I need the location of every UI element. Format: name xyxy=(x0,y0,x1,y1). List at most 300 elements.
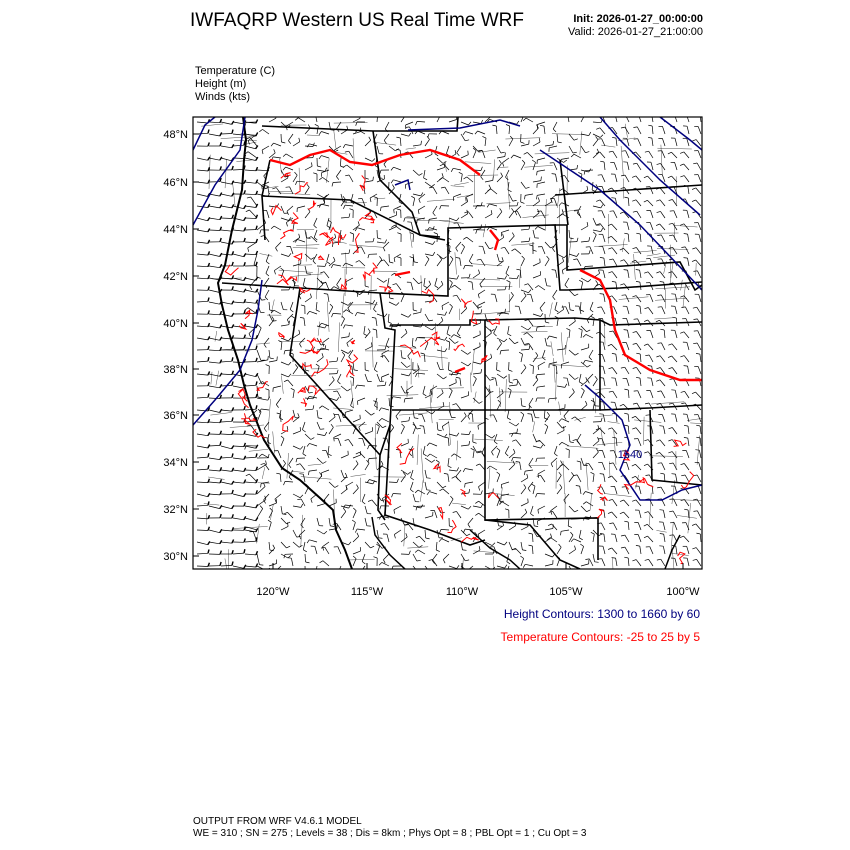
temperature-contour xyxy=(253,429,265,438)
wind-barb xyxy=(476,464,485,470)
wind-barb xyxy=(209,166,221,170)
wind-barb xyxy=(410,233,414,242)
wind-barb xyxy=(329,377,334,386)
wind-barb xyxy=(269,149,275,158)
wind-barb xyxy=(382,374,389,381)
wind-barb xyxy=(221,301,234,305)
wind-barb xyxy=(557,345,566,350)
wind-barb xyxy=(537,475,545,482)
county-border xyxy=(470,373,471,393)
wind-barb xyxy=(365,137,371,146)
wind-barb xyxy=(338,566,341,576)
wind-barb xyxy=(291,388,295,398)
wind-barb xyxy=(520,556,523,566)
county-border xyxy=(605,325,606,345)
temperature-contour xyxy=(311,338,322,343)
wind-barb xyxy=(449,362,453,372)
wind-barb xyxy=(314,218,317,228)
county-border xyxy=(474,392,476,403)
wind-barb xyxy=(429,187,437,194)
wind-barb xyxy=(521,238,530,243)
wind-barb xyxy=(296,458,305,462)
wind-barb xyxy=(621,127,629,134)
wind-barb xyxy=(581,132,591,136)
wind-barb xyxy=(636,233,641,242)
wind-barb xyxy=(461,362,471,366)
wind-barb xyxy=(319,406,329,410)
wind-barb xyxy=(560,464,569,470)
wind-barb xyxy=(487,227,497,230)
wind-barb xyxy=(412,338,416,348)
wind-barb xyxy=(624,197,629,206)
wind-barb xyxy=(233,493,246,496)
wind-barb xyxy=(245,146,258,149)
wind-barb xyxy=(221,490,233,494)
county-border xyxy=(493,556,494,577)
wind-barb xyxy=(437,389,443,398)
wind-barb xyxy=(221,407,234,411)
wind-barb xyxy=(293,172,297,182)
wind-barb xyxy=(197,453,209,458)
wind-barb xyxy=(396,410,401,420)
wind-barb xyxy=(644,200,653,206)
wind-barb xyxy=(497,208,502,218)
wind-barb xyxy=(350,209,354,218)
wind-barb xyxy=(644,344,653,350)
wind-barb xyxy=(332,242,341,247)
wind-barb xyxy=(608,428,617,434)
wind-barb xyxy=(264,338,269,348)
wind-barb xyxy=(533,259,540,266)
wind-barb xyxy=(245,381,257,386)
wind-barb xyxy=(383,554,389,563)
wind-barb xyxy=(317,518,323,526)
wind-barb xyxy=(245,490,257,494)
wind-barb xyxy=(425,530,430,539)
wind-barb xyxy=(611,534,617,542)
wind-barb xyxy=(621,175,629,182)
wind-barb xyxy=(329,424,333,434)
wind-barb xyxy=(487,204,497,207)
wind-barb xyxy=(521,484,526,494)
wind-barb xyxy=(245,277,258,281)
wind-barb xyxy=(694,331,701,338)
wind-barb xyxy=(444,473,449,482)
wind-barb xyxy=(624,557,629,566)
latitude-axis xyxy=(163,129,199,563)
wind-barb xyxy=(579,280,583,290)
wind-barb xyxy=(283,154,293,158)
wind-barb xyxy=(441,187,449,194)
wind-barb xyxy=(533,376,538,386)
wind-barb xyxy=(277,413,281,422)
wind-barb xyxy=(341,249,350,254)
temperature-contour xyxy=(448,520,457,533)
county-border xyxy=(605,494,632,497)
wind-barb xyxy=(683,558,689,566)
wind-barb xyxy=(693,163,701,170)
wind-barb xyxy=(442,302,449,310)
wind-barb xyxy=(221,394,233,398)
wind-barb xyxy=(469,254,473,264)
wind-barb xyxy=(355,313,365,317)
wind-barb xyxy=(293,427,301,434)
wind-barb xyxy=(588,374,594,383)
wind-barb xyxy=(345,151,353,158)
wind-barb xyxy=(645,559,653,566)
county-border xyxy=(440,221,464,224)
county-border xyxy=(347,559,374,560)
wind-barb xyxy=(608,344,617,350)
wind-barb xyxy=(497,146,505,153)
temperature-contour xyxy=(488,493,498,499)
wind-barb xyxy=(341,213,350,218)
wind-barb xyxy=(329,499,336,506)
wind-barb xyxy=(692,392,701,398)
wind-barb xyxy=(521,542,526,551)
wind-barb xyxy=(536,398,545,402)
wind-barb xyxy=(694,223,701,230)
wind-barb xyxy=(536,386,545,391)
wind-barb xyxy=(380,260,389,266)
wind-barb xyxy=(464,265,474,269)
wind-barb xyxy=(197,323,210,327)
county-border xyxy=(521,331,547,332)
wind-barb xyxy=(437,422,442,431)
wind-barb xyxy=(427,443,437,446)
wind-barb xyxy=(245,373,258,376)
wind-barb xyxy=(658,307,665,314)
wind-barb xyxy=(379,418,389,422)
wind-barb xyxy=(479,482,486,491)
county-border xyxy=(211,372,212,385)
wind-barb xyxy=(209,253,222,256)
wind-barb xyxy=(281,426,288,434)
wind-barb xyxy=(328,446,332,456)
wind-barb xyxy=(268,520,271,530)
temperature-contour xyxy=(280,229,293,239)
wind-barb xyxy=(396,137,401,146)
wind-barb xyxy=(197,336,210,340)
temperature-contour xyxy=(294,253,302,260)
wind-barb xyxy=(305,554,310,563)
wind-barb xyxy=(209,491,222,495)
county-border xyxy=(474,439,502,440)
wind-barb xyxy=(449,518,453,527)
wind-barb xyxy=(424,278,428,288)
wind-barb xyxy=(301,305,305,314)
wind-barb xyxy=(349,350,353,360)
wind-barb xyxy=(591,400,595,410)
legend-height: Height (m) xyxy=(195,78,247,90)
wind-barb xyxy=(577,434,581,444)
county-border xyxy=(210,412,231,415)
wind-barb xyxy=(365,342,372,350)
wind-barb xyxy=(684,425,689,434)
county-border xyxy=(561,332,563,361)
wind-barb xyxy=(430,510,437,518)
wind-barb xyxy=(569,350,579,355)
county-border xyxy=(465,162,491,164)
county-border xyxy=(427,199,455,201)
wind-barb xyxy=(245,262,257,266)
wind-barb xyxy=(461,506,471,509)
wind-barb xyxy=(636,281,641,290)
wind-barb xyxy=(233,480,246,484)
wind-barb xyxy=(449,275,459,279)
wind-barb xyxy=(433,206,437,216)
wind-barb xyxy=(523,564,533,567)
wind-barb xyxy=(377,382,386,386)
wind-barb xyxy=(525,320,534,327)
wind-barb xyxy=(529,545,534,554)
wind-barb xyxy=(437,374,447,379)
wind-barb xyxy=(467,566,473,575)
wind-barb xyxy=(365,170,369,179)
wind-barb xyxy=(197,310,209,314)
wind-barb xyxy=(209,479,222,483)
wind-barb xyxy=(569,434,574,443)
wind-barb xyxy=(197,527,209,531)
wind-barb xyxy=(533,352,538,362)
wind-barb xyxy=(561,530,570,535)
temperature-contour xyxy=(301,398,307,406)
wind-barb xyxy=(279,410,283,420)
wind-barb xyxy=(449,304,453,314)
wind-barb xyxy=(646,330,653,338)
wind-barb xyxy=(521,140,529,146)
wind-barb xyxy=(596,224,605,230)
wind-barb xyxy=(668,452,677,458)
wind-barb xyxy=(284,481,294,485)
wind-barb xyxy=(413,278,422,284)
wind-barb xyxy=(669,247,677,254)
wind-barb xyxy=(513,211,521,218)
wind-barb xyxy=(694,151,701,158)
wind-barb xyxy=(337,122,341,132)
wind-barb xyxy=(669,428,678,435)
county-border xyxy=(672,549,675,582)
county-border xyxy=(225,159,226,188)
wind-barb xyxy=(509,362,513,371)
wind-barb xyxy=(521,256,525,266)
wind-barb xyxy=(598,450,605,458)
temperature-contour xyxy=(330,228,339,245)
wind-barb xyxy=(659,126,666,134)
wind-barb xyxy=(694,486,701,494)
wind-barb xyxy=(313,254,317,264)
wind-barb xyxy=(646,295,653,302)
wind-barb xyxy=(209,373,222,377)
wind-barb xyxy=(356,261,365,267)
county-border xyxy=(601,145,615,147)
wind-barb xyxy=(499,502,509,506)
wind-barb xyxy=(561,158,569,163)
wind-barb xyxy=(680,224,689,230)
wind-barb xyxy=(581,250,590,254)
wind-barb xyxy=(593,134,603,138)
wind-barb xyxy=(557,254,567,258)
wind-barb xyxy=(527,294,533,302)
wind-barb xyxy=(247,197,257,206)
wind-barb xyxy=(449,256,453,266)
wind-barb xyxy=(345,175,353,182)
wind-barb xyxy=(634,439,641,446)
wind-barb xyxy=(537,194,546,199)
wind-barb xyxy=(221,371,233,375)
wind-barb xyxy=(377,146,383,154)
wind-barb xyxy=(521,194,525,203)
wind-barb xyxy=(389,146,399,151)
wind-barb xyxy=(245,300,258,304)
wind-barb xyxy=(506,125,510,135)
wind-barb xyxy=(287,314,293,323)
wind-barb xyxy=(245,346,257,350)
wind-barb xyxy=(437,281,443,290)
wind-barb xyxy=(644,524,653,530)
wind-barb xyxy=(622,151,629,158)
wind-barb xyxy=(608,548,617,554)
county-border xyxy=(375,438,376,469)
wind-barb xyxy=(295,181,305,185)
wind-barb xyxy=(404,398,413,403)
wind-barb xyxy=(448,458,452,468)
wind-barb xyxy=(525,194,534,199)
wind-barb xyxy=(681,391,689,398)
wind-barb xyxy=(368,500,377,506)
wind-barb xyxy=(529,533,534,542)
county-border xyxy=(334,129,336,149)
wind-barb xyxy=(621,547,629,554)
county-border xyxy=(333,408,351,409)
wind-barb xyxy=(671,138,677,146)
county-border xyxy=(435,323,436,346)
wind-barb xyxy=(497,160,502,170)
wind-barb xyxy=(536,326,545,331)
county-border xyxy=(608,422,620,424)
county-border xyxy=(649,456,683,457)
wind-barb xyxy=(461,210,468,218)
county-border xyxy=(454,183,469,186)
wind-barb xyxy=(425,256,429,266)
wind-barb xyxy=(692,200,701,206)
wind-barb xyxy=(221,181,234,185)
wind-barb xyxy=(682,451,689,459)
wind-barb xyxy=(681,500,689,507)
wind-barb xyxy=(506,170,510,180)
wind-barb xyxy=(221,446,234,449)
wind-barb xyxy=(233,431,245,435)
wind-barb xyxy=(672,317,677,326)
wind-barb xyxy=(245,167,258,171)
wind-barb xyxy=(624,330,629,338)
wind-barb xyxy=(657,211,665,218)
wind-barb xyxy=(281,362,291,365)
wind-barb xyxy=(437,348,447,351)
county-border xyxy=(455,252,457,274)
wind-barb xyxy=(521,346,530,351)
county-border xyxy=(483,224,486,237)
wind-barb xyxy=(323,338,329,347)
wind-barb xyxy=(197,563,209,567)
wind-barb xyxy=(233,227,246,231)
wind-barb xyxy=(591,532,595,542)
wind-barb xyxy=(415,373,425,377)
wind-barb xyxy=(509,208,514,218)
wind-barb xyxy=(401,350,406,359)
wind-barb xyxy=(657,559,665,566)
county-border xyxy=(490,385,491,418)
county-border xyxy=(487,203,511,204)
wind-barb xyxy=(621,367,629,374)
wind-barb xyxy=(693,559,701,566)
wind-barb xyxy=(245,335,258,339)
wind-barb xyxy=(345,410,353,416)
wind-barb xyxy=(668,344,677,350)
legend-temperature: Temperature (C) xyxy=(195,65,276,77)
wind-barb xyxy=(473,434,477,443)
wind-barb xyxy=(389,302,399,305)
wind-barb xyxy=(694,415,701,422)
wind-barb xyxy=(537,182,545,188)
wind-barb xyxy=(569,302,574,311)
wind-barb xyxy=(197,371,210,375)
wind-barb xyxy=(596,152,605,158)
wind-barb xyxy=(293,138,300,146)
wind-barb xyxy=(565,278,569,288)
wind-barb xyxy=(437,362,444,370)
wind-barb xyxy=(257,496,266,506)
wind-barb xyxy=(501,230,509,236)
wind-barb xyxy=(532,160,535,170)
wind-barb xyxy=(579,328,583,338)
county-border xyxy=(671,499,705,501)
lon-label: 100°W xyxy=(666,586,700,598)
wind-barb xyxy=(233,539,245,543)
lat-label: 38°N xyxy=(163,364,188,376)
wind-barbs-layer xyxy=(197,112,701,576)
temperature-contour xyxy=(363,272,371,279)
wind-barb xyxy=(319,156,329,159)
wind-barb xyxy=(233,180,246,184)
wind-barb xyxy=(353,485,358,494)
wind-barb xyxy=(305,566,309,575)
wind-barb xyxy=(269,114,276,122)
lat-label: 30°N xyxy=(163,551,188,563)
wind-barb xyxy=(608,272,617,278)
wind-barb xyxy=(245,180,258,184)
wind-barb xyxy=(401,373,411,376)
wind-barb xyxy=(365,542,374,548)
county-border xyxy=(296,245,319,246)
county-border xyxy=(225,559,228,573)
wind-barb xyxy=(245,226,257,230)
wind-barb xyxy=(668,272,677,278)
wind-barb xyxy=(368,458,377,462)
wind-barb xyxy=(571,154,581,158)
county-border xyxy=(291,471,304,472)
wind-barb xyxy=(245,564,258,568)
wind-barb xyxy=(608,512,617,518)
wind-barb xyxy=(425,512,433,518)
county-border xyxy=(672,553,689,555)
wind-barb xyxy=(365,238,374,242)
wind-barb xyxy=(530,365,534,374)
wind-barb xyxy=(197,515,210,519)
wind-barb xyxy=(519,352,523,362)
wind-barb xyxy=(365,300,375,303)
wind-barb xyxy=(305,434,314,440)
